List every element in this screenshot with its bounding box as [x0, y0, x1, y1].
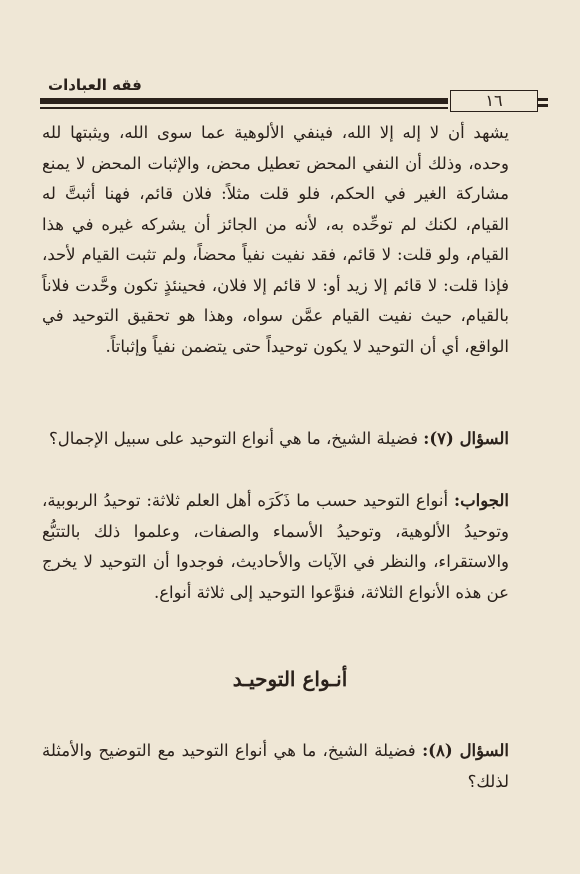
running-title: فقه العبادات [48, 76, 142, 94]
page-header [40, 76, 547, 116]
answer-7-text: أنواع التوحيد حسب ما ذَكَرَه أهل العلم ثلاثة: توحيدُ الربوبية، وتوحيدُ الألوهية، وتوحيدُ الأسماء والصفات، وعلموا ذلك بالتتبُّع والاستقراء، والنظر في الآيات والأحاديث، فوجدوا أن التوحيد لا يخرج عن هذه الأنواع الثلاثة، فنوَّعوا التوحيد إلى ثلاثة أنواع. [42, 491, 509, 602]
header-rule-end-bottom [538, 104, 548, 107]
header-rule-end-top [538, 98, 548, 101]
answer-7 [42, 486, 509, 608]
question-7 [42, 424, 509, 455]
section-heading: أنـواع التوحيـد [232, 667, 348, 691]
question-8-label: السؤال (٨): [422, 741, 509, 760]
page-number: ١٦ [450, 90, 538, 112]
header-rule-thin [40, 107, 448, 109]
question-8-text: فضيلة الشيخ، ما هي أنواع التوحيد مع التوضيح والأمثلة لذلك؟ [42, 741, 509, 791]
question-8 [42, 736, 509, 797]
question-7-label: السؤال (٧): [423, 429, 509, 448]
question-7-text: فضيلة الشيخ، ما هي أنواع التوحيد على سبيل الإجمال؟ [49, 429, 418, 448]
paragraph-1: يشهد أن لا إله إلا الله، فينفي الألوهية عما سوى الله، ويثبتها لله وحده، وذلك أن النفي المحض تعطيل محض، والإثبات المحض لا يمنع مشاركة الغير في الحكم، فلو قلت مثلاً: فلان قائم، فهنا أثبتَّ له القيام، لكنك لم توحِّده به، لأنه من الجائز أن يشركه غيره في هذا القيام، ولو قلت: لا قائم، فقد نفيت نفياً محضاً، ولم تثبت القيام لأحد، فإذا قلت: لا قائم إلا زيد أو: لا قائم إلا فلان، فحينئذٍ تكون وحَّدت فلاناً بالقيام، حيث نفيت القيام عمَّن سواه، وهذا هو تحقيق التوحيد في الواقع، أي أن التوحيد لا يكون توحيداً حتى يتضمن نفياً وإثباتاً. [42, 123, 510, 356]
answer-7-label: الجواب: [454, 491, 509, 510]
header-rule-thick [40, 98, 448, 104]
